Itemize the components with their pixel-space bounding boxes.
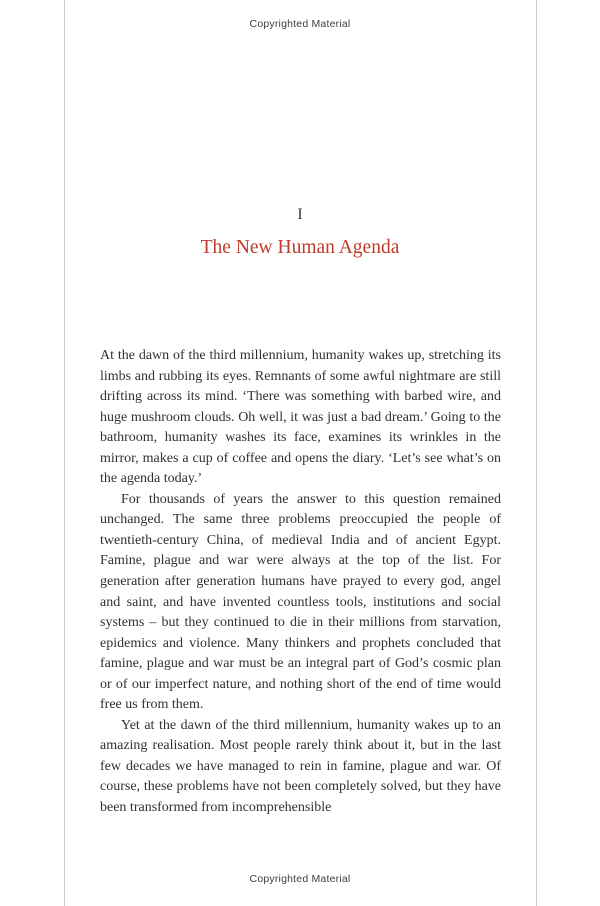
- paragraph: For thousands of years the answer to this question remained unchanged. The same three problems preoccupied the people of twentieth-century China, of medieval India and of ancient Egypt. Famine, plague and war were always at the top of the list. For generation after generation humans have prayed to every god, angel and saint, and have invented countless tools, institutions and social systems – but they continued to die in their millions from starvation, epidemics and violence. Many thinkers and prophets concluded that famine, plague and war must be an integral part of God’s cosmic plan or of our imperfect nature, and nothing short of the end of time would free us from them.: [100, 491, 501, 713]
- paragraph: At the dawn of the third millennium, humanity wakes up, stretching its limbs and rubbing its eyes. Remnants of some awful nightmare are still drifting across its mind. ‘There was something with barbed wire, and huge mushroom clouds. Oh well, it was just a bad dream.’ Going to the bathroom, humanity washes its face, examines its wrinkles in the mirror, makes a cup of coffee and opens the diary. ‘Let’s see what’s on the agenda today.’: [100, 348, 501, 487]
- copyright-watermark-top: Copyrighted Material: [249, 18, 351, 30]
- paragraph: Yet at the dawn of the third millennium, humanity wakes up to an amazing realisation. Most people rarely think about it, but in the last few decades we have managed to rein in famine, plague and war. Of course, these problems have not been completely solved, but they have been transformed from incomprehensible: [100, 717, 501, 816]
- chapter-number: I: [297, 206, 303, 223]
- copyright-watermark-bottom: Copyrighted Material: [249, 873, 351, 885]
- left-page-edge-line: [64, 0, 65, 906]
- chapter-title: The New Human Agenda: [200, 237, 400, 258]
- body-text: [100, 346, 501, 819]
- right-page-edge-line: [536, 0, 537, 906]
